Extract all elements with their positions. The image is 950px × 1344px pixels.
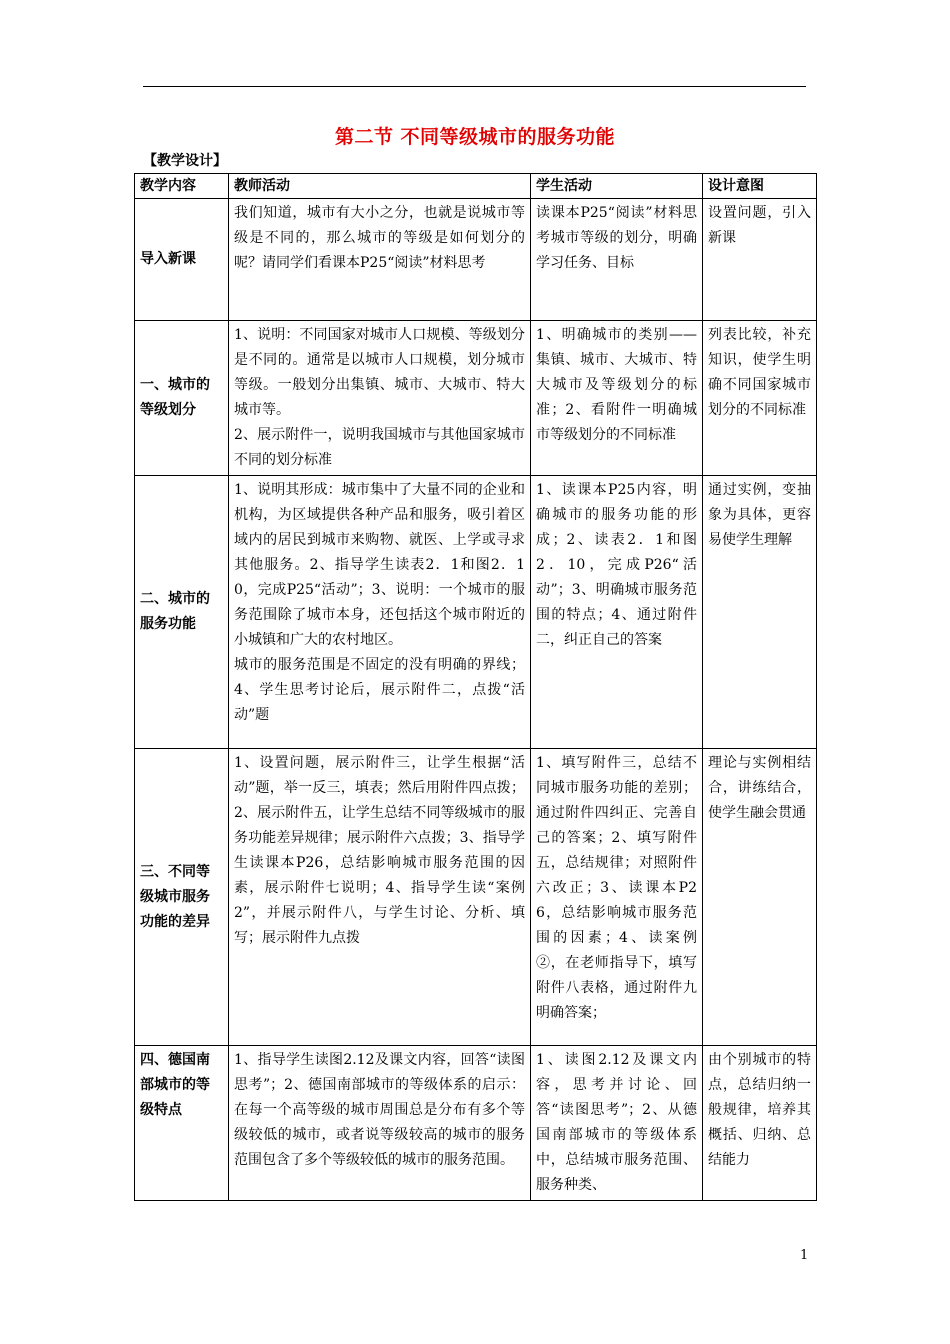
student-cell: 1、读课本P25内容，明确城市的服务功能的形成；2、读表2．1和图2．10，完成P26“活动”；3、明确城市服务范围的特点；4、通过附件二，纠正自己的答案 <box>531 476 703 749</box>
table-row <box>135 1046 817 1201</box>
content-cell: 三、不同等级城市服务功能的差异 <box>135 749 229 1046</box>
content-cell: 导入新课 <box>135 199 229 321</box>
student-cell: 1、填写附件三，总结不同城市服务功能的差别；通过附件四纠正、完善自己的答案；2、填写附件五，总结规律；对照附件六改正；3、读课本P26，总结影响城市服务范围的因素；4、读案例②，在老师指导下，填写附件八表格，通过附件九明确答案； <box>531 749 703 1046</box>
header-teacher: 教师活动 <box>229 174 531 199</box>
table-row <box>135 199 817 321</box>
table-row <box>135 321 817 476</box>
student-cell: 读课本P25“阅读”材料思考城市等级的划分，明确学习任务、目标 <box>531 199 703 321</box>
lesson-table <box>134 173 817 1201</box>
teacher-cell: 1、指导学生读图2.12及课文内容，回答“读图思考”；2、德国南部城市的等级体系的启示：在每一个高等级的城市周围总是分布有多个等级较低的城市，或者说等级较高的城市的服务范围包含了多个等级较低的城市的服务范围。 <box>229 1046 531 1201</box>
table-row <box>135 476 817 749</box>
teacher-cell <box>229 321 531 476</box>
intent-cell: 通过实例，变抽象为具体，更容易使学生理解 <box>703 476 817 749</box>
header-intent: 设计意图 <box>703 174 817 199</box>
page-title: 第二节 不同等级城市的服务功能 <box>334 126 616 148</box>
section-label: 【教学设计】 <box>143 153 227 169</box>
intent-cell: 设置问题，引入新课 <box>703 199 817 321</box>
teacher-cell: 1、设置问题，展示附件三，让学生根据“活动”题，举一反三，填表；然后用附件四点拨；2、展示附件五，让学生总结不同等级城市的服务功能差异规律；展示附件六点拨；3、指导学生读课本P26，总结影响城市服务范围的因素，展示附件七说明；4、指导学生读“案例2”，并展示附件八，与学生讨论、分析、填写；展示附件九点拨 <box>229 749 531 1046</box>
table-row <box>135 749 817 1046</box>
content-cell: 四、德国南部城市的等级特点 <box>135 1046 229 1201</box>
header-content: 教学内容 <box>135 174 229 199</box>
teacher-cell <box>229 476 531 749</box>
teacher-cell: 我们知道，城市有大小之分，也就是说城市等级是不同的，那么城市的等级是如何划分的呢？请同学们看课本P25“阅读”材料思考 <box>229 199 531 321</box>
table-header-row <box>135 174 817 199</box>
student-cell: 1、读图2.12及课文内容，思考并讨论、回答“读图思考”；2、从德国南部城市的等级体系中，总结城市服务范围、服务种类、 <box>531 1046 703 1201</box>
page-number: 1 <box>800 1248 809 1263</box>
header-student: 学生活动 <box>531 174 703 199</box>
content-cell: 二、城市的服务功能 <box>135 476 229 749</box>
student-cell: 1、明确城市的类别——集镇、城市、大城市、特大城市及等级划分的标准；2、看附件一明确城市等级划分的不同标准 <box>531 321 703 476</box>
content-cell: 一、城市的等级划分 <box>135 321 229 476</box>
intent-cell: 由个别城市的特点，总结归纳一般规律，培养其概括、归纳、总结能力 <box>703 1046 817 1201</box>
intent-cell: 理论与实例相结合，讲练结合，使学生融会贯通 <box>703 749 817 1046</box>
teacher-text: 1、说明其形成：城市集中了大量不同的企业和机构，为区域提供各种产品和服务，吸引着区域内的居民到城市来购物、就医、上学或寻求其他服务。2、指导学生读表2．1和图2．10，完成P25“活动”；3、说明：一个城市的服务范围除了城市本身，还包括这个城市附近的小城镇和广大的农村地区。 城市的服务范围是不固定的没有明确的界线；4、学生思考讨论后，展示附件二，点拨“活动”题 <box>234 482 525 723</box>
header-rule <box>143 86 806 87</box>
intent-cell: 列表比较，补充知识，使学生明确不同国家城市划分的不同标准 <box>703 321 817 476</box>
teacher-text: 1、说明：不同国家对城市人口规模、等级划分是不同的。通常是以城市人口规模，划分城市等级。一般划分出集镇、城市、大城市、特大城市等。 2、展示附件一，说明我国城市与其他国家城市不同的划分标准 <box>234 327 525 468</box>
